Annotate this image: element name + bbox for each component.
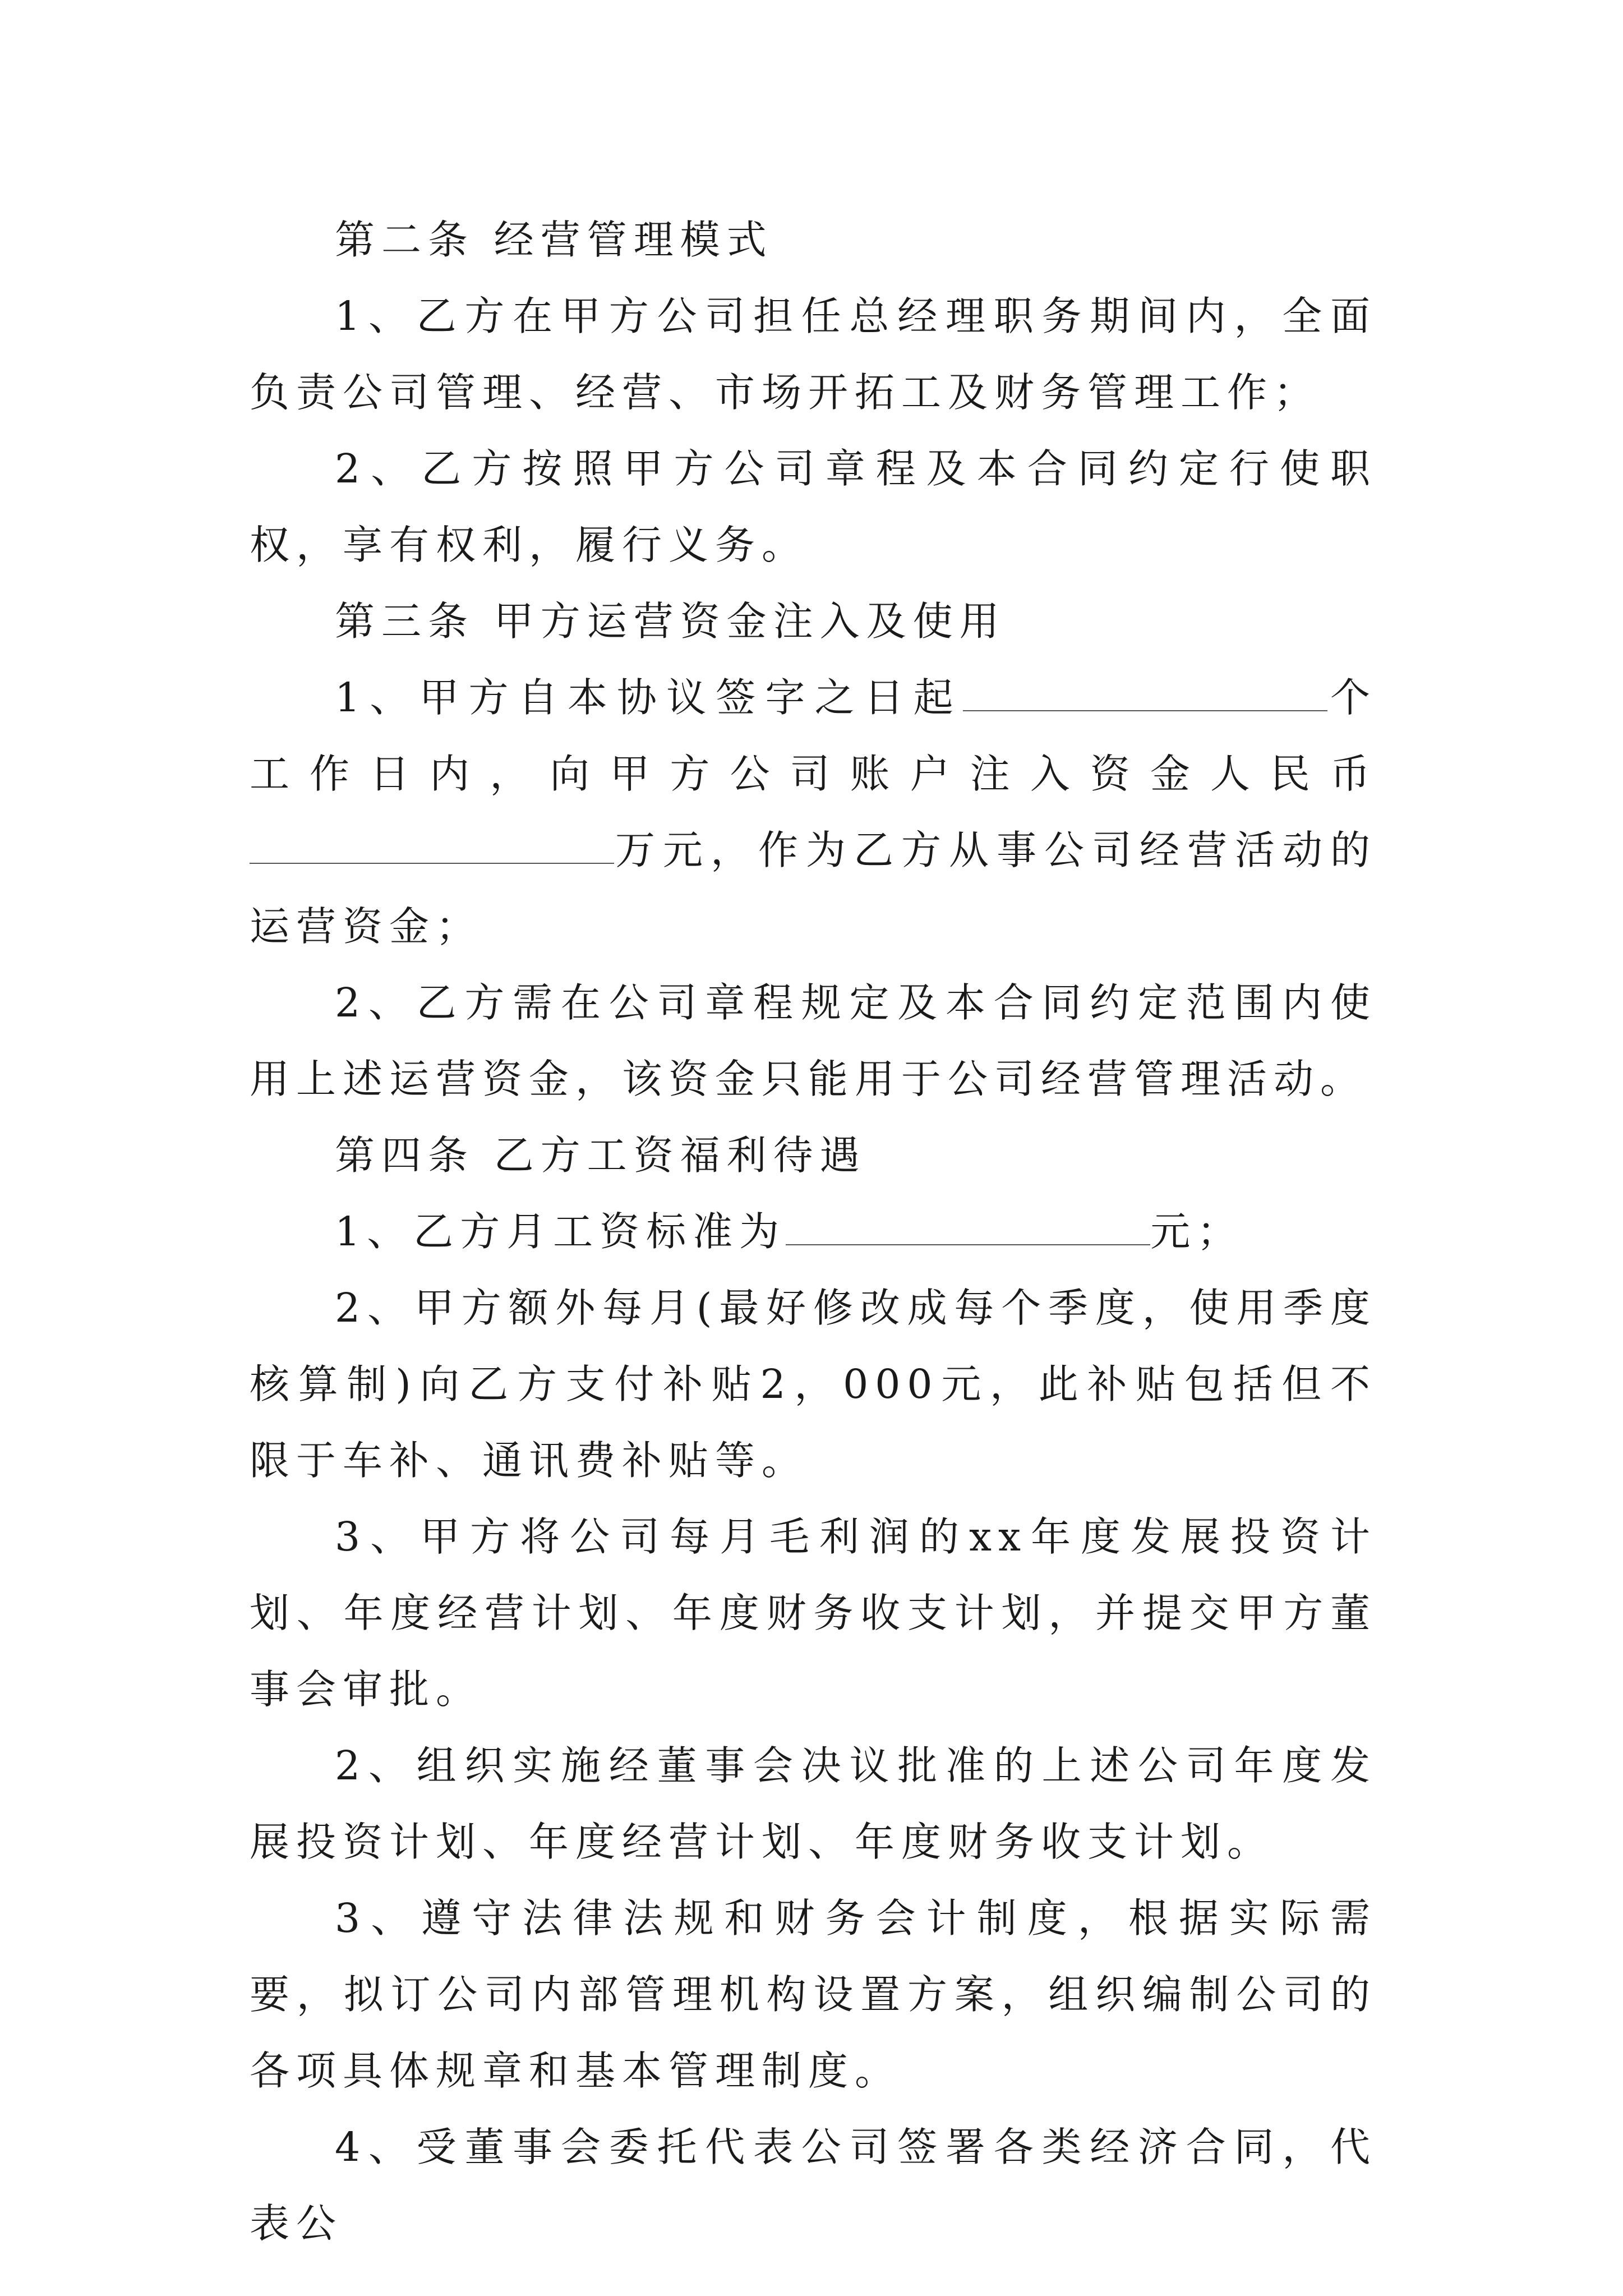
duty-clause-3: 3、遵守法律法规和财务会计制度，根据实际需要，拟订公司内部管理机构设置方案，组织编制公司的各项具体规章和基本管理制度。 [250, 1895, 1377, 2094]
article-4-clause-1 [250, 1194, 1377, 1270]
clause-text: 1、乙方月工资标准为 [335, 1208, 786, 1255]
article-4-clause-3: 3、甲方将公司每月毛利润的xx年度发展投资计划、年度经营计划、年度财务收支计划，并提交甲方董事会审批。 [250, 1513, 1377, 1713]
article-3-clause-1 [250, 660, 1377, 965]
article-2-clause-2: 2、乙方按照甲方公司章程及本合同约定行使职权，享有权利，履行义务。 [250, 445, 1377, 568]
clause-text: 1、甲方自本协议签字之日起 [335, 674, 963, 721]
fill-in-blank [963, 673, 1327, 711]
fill-in-blank [250, 826, 614, 864]
document-body [250, 202, 1377, 2262]
clause-text: 元； [1150, 1208, 1244, 1255]
article-4-heading: 第四条 乙方工资福利待遇 [335, 1132, 866, 1179]
article-3-heading: 第三条 甲方运营资金注入及使用 [335, 598, 1006, 645]
article-2-clause-1: 1、乙方在甲方公司担任总经理职务期间内，全面负责公司管理、经营、市场开拓工及财务管理工作； [250, 293, 1377, 416]
clause-text: 个工作日内，向甲方公司账户注入资金人民币 [250, 674, 1377, 797]
fill-in-blank [786, 1207, 1150, 1245]
article-3-clause-2: 2、乙方需在公司章程规定及本合同约定范围内使用上述运营资金，该资金只能用于公司经营管理活动。 [250, 979, 1377, 1102]
article-2-heading: 第二条 经营管理模式 [335, 217, 773, 263]
duty-clause-2: 2、组织实施经董事会决议批准的上述公司年度发展投资计划、年度经营计划、年度财务收支计划。 [250, 1742, 1377, 1865]
duty-clause-4: 4、受董事会委托代表公司签署各类经济合同，代表公 [250, 2124, 1377, 2247]
article-4-clause-2: 2、甲方额外每月(最好修改成每个季度，使用季度核算制)向乙方支付补贴2，000元，此补贴包括但不限于车补、通讯费补贴等。 [250, 1285, 1377, 1484]
clause-text: 万元，作为乙方从事公司经营活动的运营资金； [250, 827, 1377, 950]
